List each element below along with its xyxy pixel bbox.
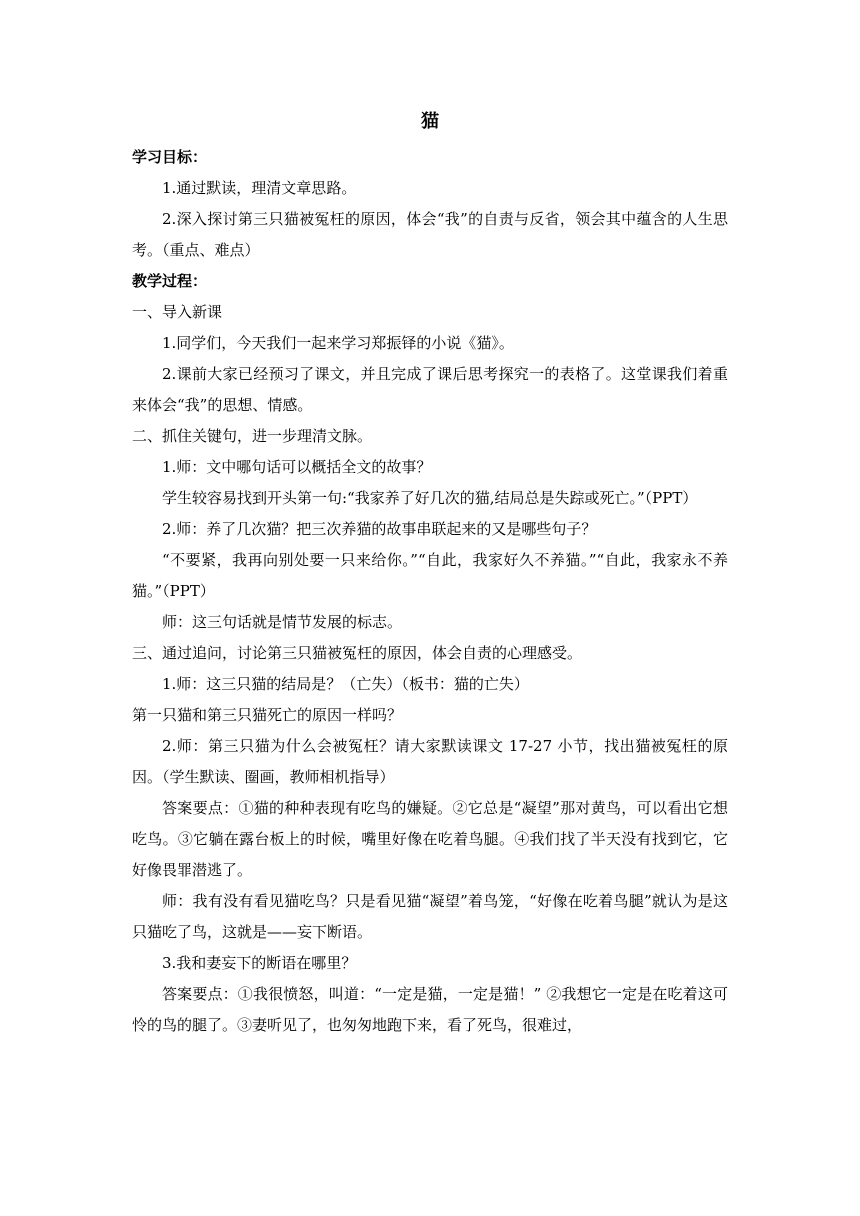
- section-heading: 一、导入新课: [132, 303, 223, 321]
- section-heading: 二、抓住关键句，进一步理清文脉。: [132, 427, 373, 445]
- page-title: 猫: [421, 111, 439, 132]
- goal-item: 2.深入探讨第三只猫被冤枉的原因，体会“我”的自责与反省，领会其中蕴含的人生思考。（重点、难点）: [132, 210, 728, 259]
- paragraph: 答案要点：①我很愤怒，叫道：“一定是猫，一定是猫！” ②我想它一定是在吃着这可怜的鸟的腿了。③妻听见了，也匆匆地跑下来，看了死鸟，很难过，: [132, 985, 728, 1034]
- paragraph: 答案要点：①猫的种种表现有吃鸟的嫌疑。②它总是“凝望”那对黄鸟，可以看出它想吃鸟。③它躺在露台板上的时候，嘴里好像在吃着鸟腿。④我们找了半天没有找到它，它好像畏罪潜逃了。: [132, 799, 728, 879]
- paragraph: 师：我有没有看见猫吃鸟？只是看见猫“凝望”着鸟笼，“好像在吃着鸟腿”就认为是这只猫吃了鸟，这就是——妄下断语。: [132, 892, 728, 941]
- goal-item: 1.通过默读，理清文章思路。: [162, 179, 357, 197]
- paragraph: 学生较容易找到开头第一句:“我家养了好几次的猫,结局总是失踪或死亡。”（PPT）: [162, 489, 698, 507]
- learning-goals-heading: 学习目标：: [132, 148, 208, 166]
- paragraph: 1.师：这三只猫的结局是？（亡失）（板书：猫的亡失）: [162, 675, 529, 693]
- paragraph: 3.我和妻妄下的断语在哪里？: [162, 954, 357, 972]
- teaching-process-heading: 教学过程：: [132, 272, 208, 290]
- paragraph: “不要紧，我再向别处要一只来给你。”“自此，我家好久不养猫。”“自此，我家永不养猫。”（PPT）: [132, 551, 728, 600]
- document-body: [132, 142, 728, 1041]
- section-heading: 三、通过追问，讨论第三只猫被冤枉的原因，体会自责的心理感受。: [132, 644, 583, 662]
- paragraph: 第一只猫和第三只猫死亡的原因一样吗？: [132, 706, 403, 724]
- paragraph: 2.师：养了几次猫？把三次养猫的故事串联起来的又是哪些句子？: [162, 520, 597, 538]
- paragraph: 1.师：文中哪句话可以概括全文的故事？: [162, 458, 432, 476]
- paragraph: 2.课前大家已经预习了课文，并且完成了课后思考探究一的表格了。这堂课我们着重来体会“我”的思想、情感。: [132, 365, 728, 414]
- paragraph: 师：这三句话就是情节发展的标志。: [162, 613, 403, 631]
- paragraph: 2.师：第三只猫为什么会被冤枉？请大家默读课文 17-27 小节，找出猫被冤枉的原因。（学生默读、圈画，教师相机指导）: [132, 737, 728, 786]
- paragraph: 1.同学们，今天我们一起来学习郑振铎的小说《猫》。: [162, 334, 514, 352]
